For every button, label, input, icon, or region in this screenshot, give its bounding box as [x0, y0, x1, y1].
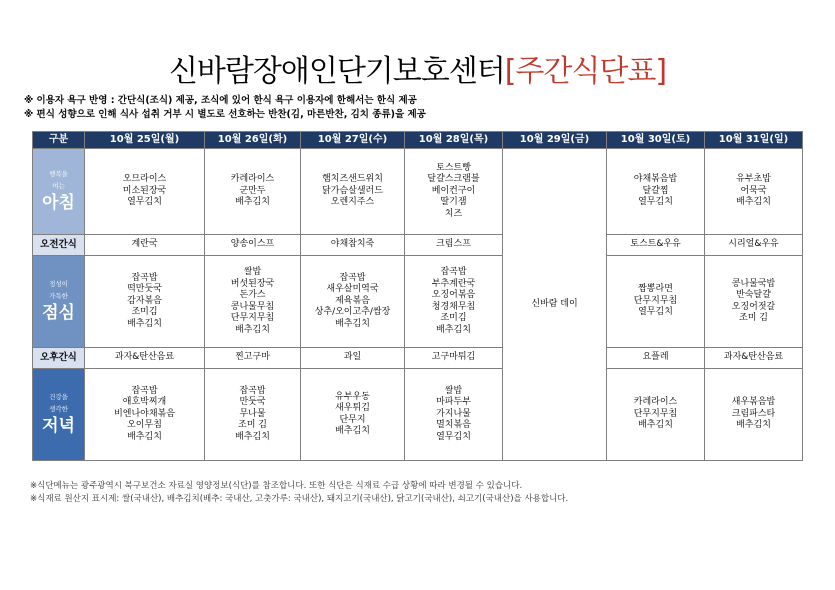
- menu-item: 크림파스타: [731, 408, 776, 419]
- menu-item: 배추김치: [736, 197, 771, 208]
- label-small: 가득한: [49, 291, 68, 300]
- center-name: 신바람장애인단기보호센터: [168, 54, 505, 89]
- label-big: 점심: [42, 303, 75, 323]
- note-line: ※ 편식 성향으로 인해 식사 섭취 거부 시 별도로 선호하는 반찬(김, 마른반찬, 김치 종류)을 제공: [24, 109, 426, 120]
- menu-cell: [405, 256, 503, 348]
- menu-cell: [205, 369, 301, 461]
- menu-item: 야채볶음밥: [633, 174, 678, 185]
- label-big: 저녁: [42, 416, 75, 436]
- snack-cell: 과자&탄산음료: [85, 348, 205, 369]
- menu-item: 새우튀김: [335, 403, 370, 413]
- menu-item: 새우볶음밥: [731, 397, 776, 408]
- footer-line: ※식단메뉴는 광주광역시 북구보건소 자료실 영양정보(식단)를 참조합니다. 또한 식단은 식재료 수급 상황에 따라 변경될 수 있습니다.: [30, 481, 523, 491]
- menu-item: 베이컨구이: [431, 185, 476, 196]
- menu-item: 어묵국: [740, 185, 767, 196]
- lunch-label: [33, 256, 85, 348]
- menu-item: 배추김치: [436, 324, 471, 335]
- menu-item: 군만두: [239, 185, 266, 196]
- menu-item: 떡만둣국: [127, 284, 162, 295]
- am-snack-label: 오전간식: [33, 235, 85, 256]
- menu-item: 부추계란국: [431, 278, 476, 289]
- menu-item: 잡곡밥: [339, 272, 366, 283]
- header-cell: 10월 26일(화): [205, 132, 301, 149]
- menu-item: 닭가슴살샐러드: [322, 185, 383, 196]
- menu-cell: [301, 369, 405, 461]
- menu-item: 배추김치: [335, 426, 370, 436]
- menu-item: 열무김치: [638, 197, 673, 208]
- menu-item: 조미 김: [739, 313, 768, 323]
- header-cell: 10월 25일(월): [85, 132, 205, 149]
- menu-item: 오징어젓갈: [731, 301, 776, 312]
- menu-cell: [205, 149, 301, 235]
- menu-item: 치즈: [444, 208, 463, 219]
- menu-item: 반숙달걀: [736, 290, 771, 300]
- menu-item: 오징어볶음: [431, 290, 476, 300]
- menu-item: 열무김치: [436, 431, 471, 442]
- menu-item: 유부초밥: [736, 174, 771, 185]
- header-row: [33, 132, 803, 149]
- menu-cell: [301, 256, 405, 348]
- menu-item: 배추김치: [127, 431, 162, 442]
- menu-cell: [607, 256, 705, 348]
- title-close-bracket: ]: [655, 54, 667, 89]
- menu-item: 햄치즈샌드위치: [322, 174, 383, 185]
- menu-item: 오렌지주스: [330, 197, 375, 208]
- menu-cell: [85, 369, 205, 461]
- menu-item: 배추김치: [235, 431, 270, 442]
- snack-cell: 요플레: [607, 348, 705, 369]
- menu-item: 조미 김: [238, 420, 267, 431]
- menu-item: 카레라이스: [633, 397, 678, 408]
- menu-item: 오이무침: [127, 420, 162, 431]
- weekly-menu-table: [32, 131, 803, 461]
- menu-item: 쌀밥: [243, 267, 262, 277]
- menu-item: 열무김치: [127, 197, 162, 208]
- menu-item: 열무김치: [638, 307, 673, 318]
- label-big: 아침: [42, 193, 75, 213]
- menu-item: 미소된장국: [122, 185, 167, 196]
- menu-item: 잡곡밥: [440, 267, 467, 277]
- menu-item: 배추김치: [127, 318, 162, 329]
- menu-item: 배추김치: [335, 318, 370, 329]
- menu-cell: [607, 369, 705, 461]
- menu-cell: [705, 149, 803, 235]
- friday-cell: 신바람 데이: [503, 149, 607, 461]
- menu-item: 감자볶음: [127, 295, 162, 306]
- menu-item: 오므라이스: [122, 174, 167, 185]
- header-cell: 10월 29일(금): [503, 132, 607, 149]
- menu-item: 콩나물무침: [230, 301, 275, 312]
- header-cell: 10월 30일(토): [607, 132, 705, 149]
- menu-item: 딸기잼: [440, 197, 467, 208]
- snack-cell: 고구마튀김: [405, 348, 503, 369]
- snack-cell: 과자&탄산음료: [705, 348, 803, 369]
- page-title: [0, 46, 835, 90]
- menu-item: 배추김치: [638, 420, 673, 431]
- header-cell: 10월 31일(일): [705, 132, 803, 149]
- menu-item: 배추김치: [235, 324, 270, 335]
- note-line: ※ 이용자 욕구 반영 : 간단식(조식) 제공, 조식에 있어 한식 욕구 이용자에 한해서는 한식 제공: [24, 95, 417, 106]
- menu-cell: [607, 149, 705, 235]
- breakfast-label: [33, 149, 85, 235]
- menu-item: 만둣국: [239, 397, 266, 408]
- am-snack-row: [33, 235, 803, 256]
- menu-item: 배추김치: [736, 420, 771, 431]
- dinner-label: [33, 369, 85, 461]
- menu-item: 돈가스: [239, 290, 266, 300]
- header-cell: 10월 28일(목): [405, 132, 503, 149]
- lunch-row: [33, 256, 803, 348]
- menu-item: 멸치볶음: [436, 420, 471, 431]
- snack-cell: 찐고구마: [205, 348, 301, 369]
- menu-item: 달걀스크램블: [427, 174, 480, 185]
- menu-item: 단무지무침: [230, 313, 275, 323]
- snack-cell: 시리얼&우유: [705, 235, 803, 256]
- menu-item: 조미김: [131, 307, 158, 318]
- menu-item: 새우살미역국: [326, 284, 379, 295]
- menu-item: 조미김: [440, 313, 467, 323]
- label-small: 생각한: [49, 404, 68, 413]
- pm-snack-row: [33, 348, 803, 369]
- menu-cell: [301, 149, 405, 235]
- menu-item: 콩나물국밥: [731, 278, 776, 289]
- label-small: 행복을: [49, 170, 68, 178]
- footer-line: ※식재료 원산지 표시제: 쌀(국내산), 배추김치(배추: 국내산, 고춧가루: 국내산), 돼지고기(국내산), 닭고기(국내산), 쇠고기(국내산)을 사용합니다.: [30, 494, 569, 504]
- menu-item: 유부우동: [335, 391, 370, 402]
- menu-item: 토스트빵: [436, 162, 471, 173]
- menu-item: 달걀찜: [642, 185, 669, 196]
- header-cell: 구분: [33, 132, 85, 149]
- menu-item: 청경채무침: [431, 301, 476, 312]
- menu-item: 잡곡밥: [131, 385, 158, 396]
- menu-item: 잡곡밥: [131, 272, 158, 283]
- menu-item: 상추/오이고추/쌈장: [314, 307, 391, 318]
- menu-item: 배추김치: [235, 197, 270, 208]
- snack-cell: 토스트&우유: [607, 235, 705, 256]
- snack-cell: 크림스프: [405, 235, 503, 256]
- menu-cell: [405, 149, 503, 235]
- breakfast-row: [33, 149, 803, 235]
- menu-item: 마파두부: [436, 397, 471, 408]
- label-small: 정성이: [49, 280, 68, 288]
- menu-item: 쌀밥: [444, 385, 463, 396]
- title-open-bracket: [: [504, 54, 516, 89]
- footer-notes: [30, 480, 568, 506]
- notes: [24, 94, 426, 122]
- menu-item: 단무지: [339, 414, 366, 425]
- menu-cell: [405, 369, 503, 461]
- snack-cell: 양송이스프: [205, 235, 301, 256]
- label-small: 건강을: [49, 393, 68, 401]
- menu-item: 단무지무침: [633, 408, 678, 419]
- menu-item: 카레라이스: [230, 174, 275, 185]
- menu-item: 잡곡밥: [239, 385, 266, 396]
- menu-cell: [705, 369, 803, 461]
- snack-cell: 과일: [301, 348, 405, 369]
- menu-item: 애호박찌개: [122, 397, 167, 408]
- menu-item: 비엔나야채볶음: [114, 408, 175, 419]
- menu-item: 제육볶음: [335, 295, 370, 306]
- menu-item: 무나물: [239, 408, 266, 419]
- dinner-row: [33, 369, 803, 461]
- menu-cell: [85, 256, 205, 348]
- title-subtitle: 주간식단표: [515, 54, 656, 89]
- pm-snack-label: 오후간식: [33, 348, 85, 369]
- menu-item: 버섯된장국: [230, 278, 275, 289]
- header-cell: 10월 27일(수): [301, 132, 405, 149]
- menu-cell: [85, 149, 205, 235]
- snack-cell: 계란국: [85, 235, 205, 256]
- menu-item: 짬뽕라면: [638, 284, 673, 295]
- menu-cell: [205, 256, 301, 348]
- menu-item: 단무지무침: [633, 295, 678, 306]
- menu-item: 가지나물: [436, 408, 471, 419]
- label-small: 여는: [52, 181, 65, 190]
- snack-cell: 야채참치죽: [301, 235, 405, 256]
- menu-cell: [705, 256, 803, 348]
